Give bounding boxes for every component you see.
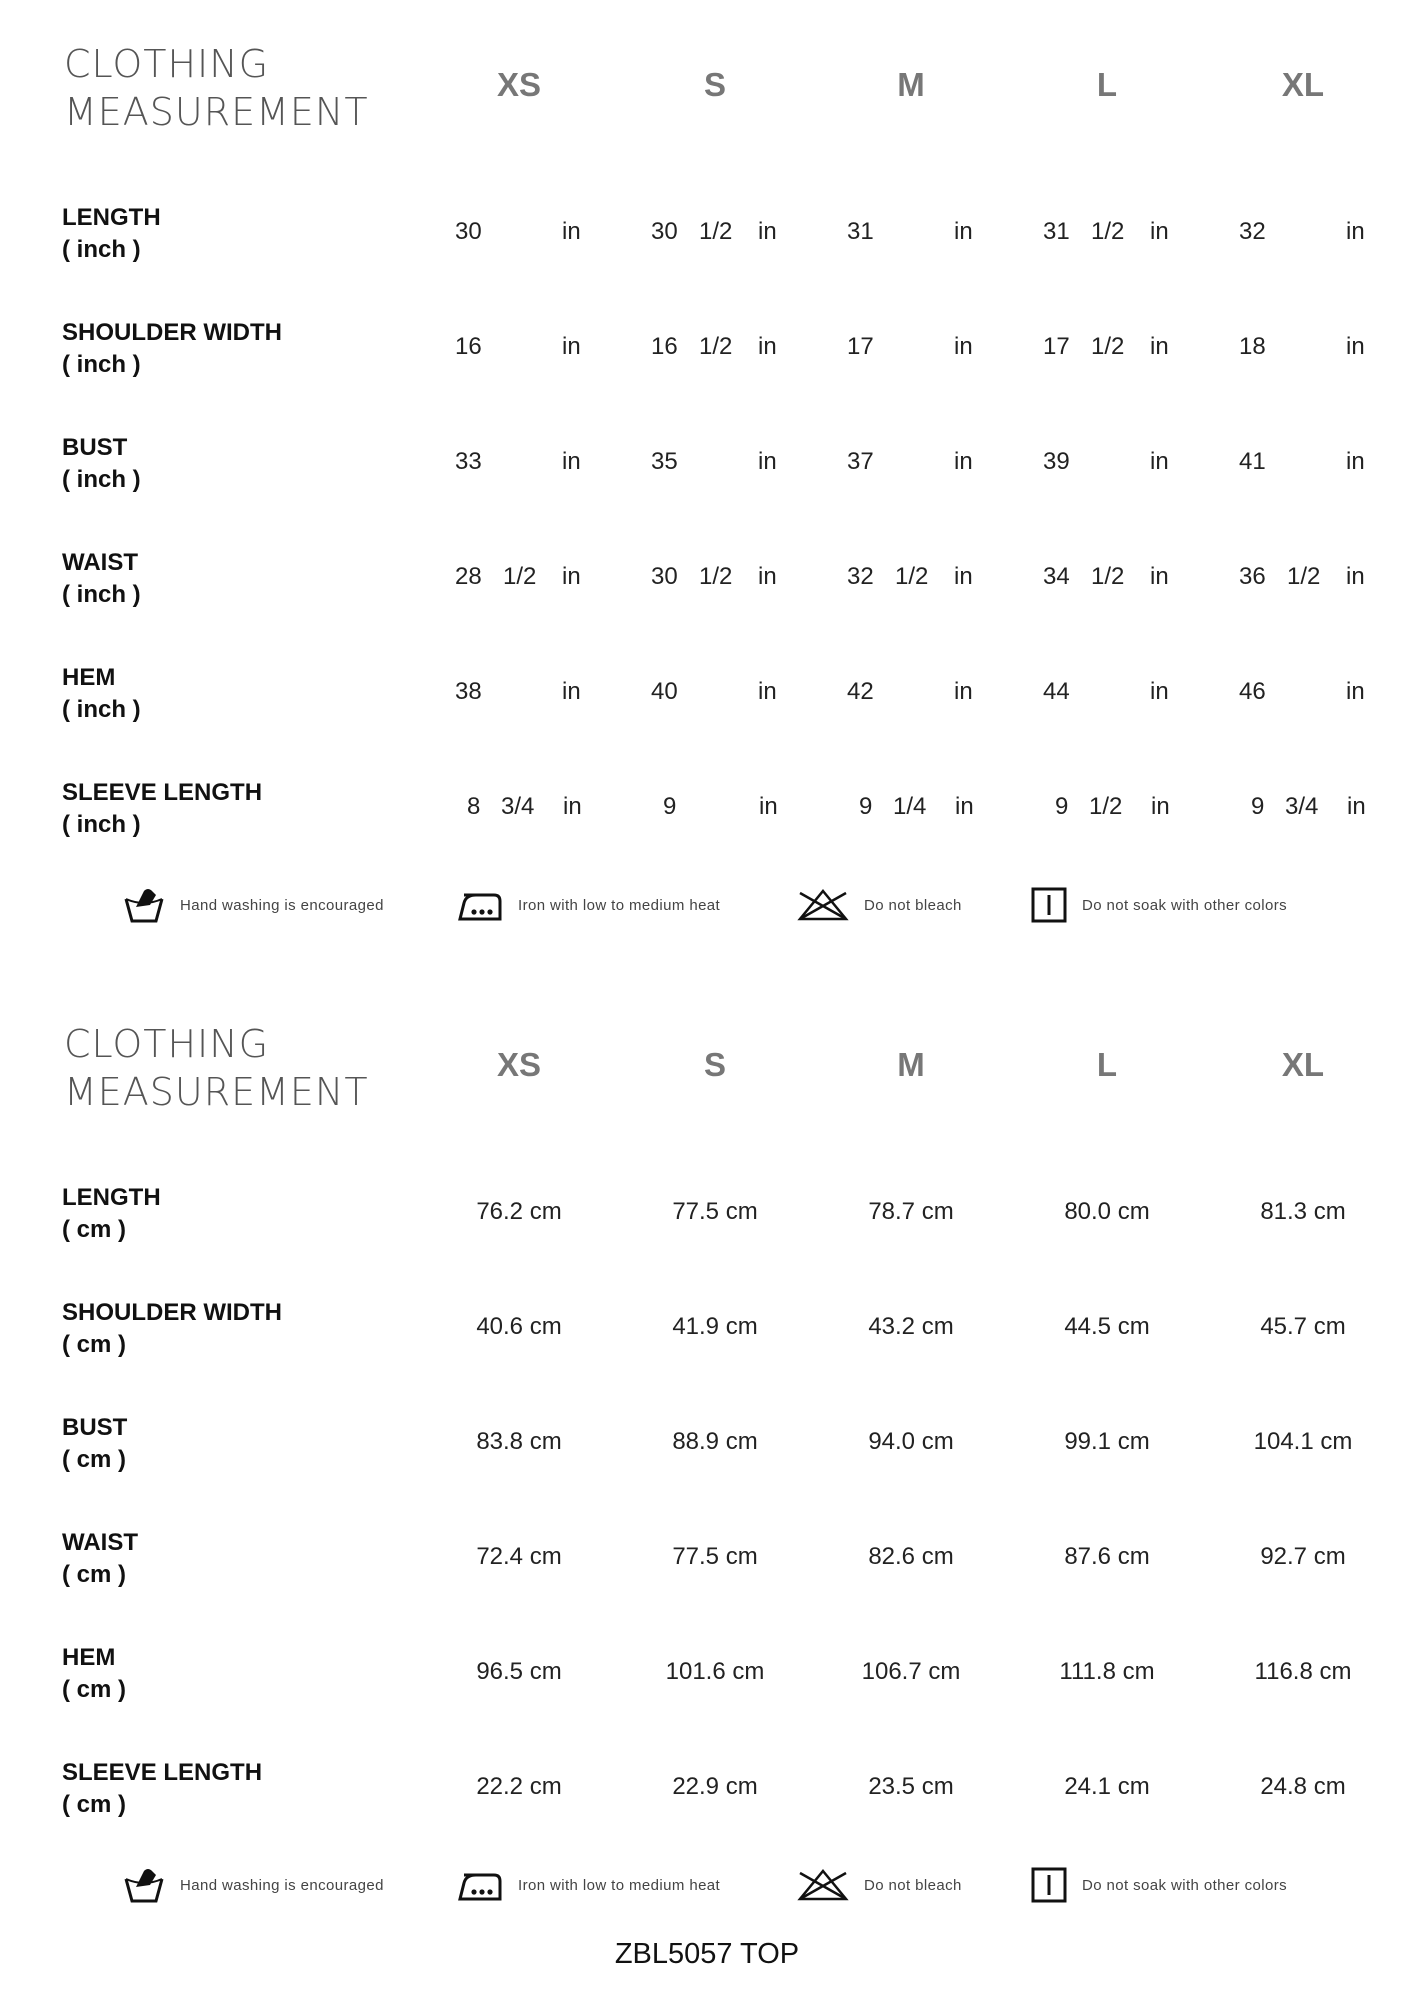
cell-whole: 41 <box>1239 448 1266 475</box>
cell-whole: 30 <box>651 218 678 245</box>
cell-fraction: 1/2 <box>699 218 733 245</box>
cell-unit: in <box>562 448 581 475</box>
cell-value: 87.6 cm <box>1064 1543 1150 1570</box>
section-title: CLOTHING MEASUREMENT <box>64 1022 369 1114</box>
iron-icon <box>456 887 504 923</box>
row-label-sleeve-length: SLEEVE LENGTH ( inch ) <box>62 779 263 838</box>
cell-whole: 40 <box>651 678 678 705</box>
cell-whole: 30 <box>455 218 482 245</box>
cell-unit: in <box>758 448 777 475</box>
cell-value: 83.8 cm <box>476 1428 562 1455</box>
care-text: Do not soak with other colors <box>1082 896 1288 914</box>
cell-value: 43.2 cm <box>868 1313 954 1340</box>
cell-value: 45.7 cm <box>1260 1313 1346 1340</box>
cell-unit: in <box>562 563 581 590</box>
care-item-do-not-soak-with-other-colors <box>1030 880 1287 930</box>
cell-whole: 16 <box>455 333 482 360</box>
cell-value: 94.0 cm <box>868 1428 954 1455</box>
cell-whole: 31 <box>847 218 874 245</box>
cell-unit: in <box>1151 793 1170 820</box>
cell-whole: 17 <box>1043 333 1070 360</box>
cell-fraction: 1/2 <box>503 563 537 590</box>
cell-unit: in <box>758 563 777 590</box>
row-label-sleeve-length: SLEEVE LENGTH ( cm ) <box>62 1759 263 1818</box>
care-text: Do not bleach <box>864 896 962 914</box>
cell-value: 96.5 cm <box>476 1658 562 1685</box>
cell-value: 92.7 cm <box>1260 1543 1346 1570</box>
row-label-length: LENGTH ( cm ) <box>62 1184 161 1243</box>
row-label-hem: HEM ( inch ) <box>62 664 141 723</box>
care-item-iron-with-low-to-medium-heat <box>456 880 720 930</box>
cell-unit: in <box>759 793 778 820</box>
cell-whole: 46 <box>1239 678 1266 705</box>
cell-whole: 9 <box>1055 793 1069 820</box>
cell-unit: in <box>1150 333 1169 360</box>
size-header-m: M <box>897 66 925 103</box>
hand-wash-icon <box>122 885 166 925</box>
care-text: Do not bleach <box>864 1876 962 1894</box>
cell-unit: in <box>562 333 581 360</box>
cell-whole: 33 <box>455 448 482 475</box>
cell-whole: 36 <box>1239 563 1266 590</box>
cell-unit: in <box>1346 448 1365 475</box>
size-header-m: M <box>897 1046 925 1083</box>
cell-unit: in <box>1150 563 1169 590</box>
cell-value: 24.8 cm <box>1260 1773 1346 1800</box>
cell-fraction: 1/2 <box>699 563 733 590</box>
cell-value: 24.1 cm <box>1064 1773 1150 1800</box>
cell-value: 99.1 cm <box>1064 1428 1150 1455</box>
iron-icon <box>456 1867 504 1903</box>
size-header-s: S <box>703 66 726 103</box>
care-text: Iron with low to medium heat <box>518 1876 721 1894</box>
cell-value: 116.8 cm <box>1254 1658 1352 1685</box>
row-label-shoulder-width: SHOULDER WIDTH ( cm ) <box>62 1299 282 1358</box>
cell-whole: 9 <box>1251 793 1265 820</box>
cell-whole: 44 <box>1043 678 1070 705</box>
product-code: ZBL5057 TOP <box>614 1938 800 1970</box>
cell-fraction: 3/4 <box>1285 793 1319 820</box>
size-header-l: L <box>1096 66 1118 103</box>
cell-fraction: 1/2 <box>1091 563 1125 590</box>
cell-whole: 28 <box>455 563 482 590</box>
cell-fraction: 1/4 <box>893 793 927 820</box>
cell-whole: 39 <box>1043 448 1070 475</box>
care-text: Iron with low to medium heat <box>518 896 721 914</box>
cell-unit: in <box>955 793 974 820</box>
cell-unit: in <box>1150 448 1169 475</box>
row-label-length: LENGTH ( inch ) <box>62 204 161 263</box>
cell-value: 88.9 cm <box>672 1428 758 1455</box>
cell-unit: in <box>563 793 582 820</box>
cell-unit: in <box>954 218 973 245</box>
care-item-hand-washing-is-encouraged <box>122 1860 384 1910</box>
size-header-xs: XS <box>496 66 542 103</box>
cell-value: 80.0 cm <box>1064 1198 1150 1225</box>
size-header-s: S <box>703 1046 726 1083</box>
care-item-do-not-bleach <box>796 1860 962 1910</box>
cell-unit: in <box>1150 678 1169 705</box>
row-label-bust: BUST ( cm ) <box>62 1414 128 1473</box>
cell-whole: 18 <box>1239 333 1266 360</box>
care-text: Do not soak with other colors <box>1082 1876 1288 1894</box>
cell-fraction: 3/4 <box>501 793 535 820</box>
cell-unit: in <box>562 678 581 705</box>
cell-value: 106.7 cm <box>861 1658 961 1685</box>
no-soak-icon <box>1030 1866 1068 1904</box>
section-title: CLOTHING MEASUREMENT <box>64 42 369 134</box>
row-label-bust: BUST ( inch ) <box>62 434 141 493</box>
no-bleach-icon <box>796 1867 850 1903</box>
care-item-iron-with-low-to-medium-heat <box>456 1860 720 1910</box>
cell-unit: in <box>954 448 973 475</box>
cell-whole: 8 <box>467 793 481 820</box>
cell-fraction: 1/2 <box>1089 793 1123 820</box>
row-label-waist: WAIST ( cm ) <box>62 1529 138 1588</box>
cell-value: 76.2 cm <box>476 1198 562 1225</box>
cell-value: 111.8 cm <box>1059 1658 1155 1685</box>
cell-value: 77.5 cm <box>672 1543 758 1570</box>
cell-value: 41.9 cm <box>672 1313 758 1340</box>
cell-whole: 9 <box>663 793 677 820</box>
size-header-l: L <box>1096 1046 1118 1083</box>
cell-unit: in <box>1346 333 1365 360</box>
cell-whole: 34 <box>1043 563 1070 590</box>
cell-whole: 9 <box>859 793 873 820</box>
care-item-hand-washing-is-encouraged <box>122 880 384 930</box>
cell-unit: in <box>954 678 973 705</box>
cell-whole: 32 <box>847 563 874 590</box>
cell-whole: 30 <box>651 563 678 590</box>
cell-value: 23.5 cm <box>868 1773 954 1800</box>
cell-unit: in <box>1347 793 1366 820</box>
cell-fraction: 1/2 <box>1091 333 1125 360</box>
cell-value: 77.5 cm <box>672 1198 758 1225</box>
cell-whole: 37 <box>847 448 874 475</box>
cell-unit: in <box>562 218 581 245</box>
cell-fraction: 1/2 <box>895 563 929 590</box>
cell-unit: in <box>1346 678 1365 705</box>
cell-fraction: 1/2 <box>699 333 733 360</box>
hand-wash-icon <box>122 1865 166 1905</box>
cell-unit: in <box>954 563 973 590</box>
cell-whole: 42 <box>847 678 874 705</box>
cell-unit: in <box>1150 218 1169 245</box>
cell-value: 101.6 cm <box>665 1658 765 1685</box>
cell-value: 72.4 cm <box>476 1543 562 1570</box>
care-item-do-not-bleach <box>796 880 962 930</box>
size-header-xs: XS <box>496 1046 542 1083</box>
care-text: Hand washing is encouraged <box>180 896 384 914</box>
cell-unit: in <box>954 333 973 360</box>
cell-whole: 35 <box>651 448 678 475</box>
cell-unit: in <box>758 218 777 245</box>
row-label-shoulder-width: SHOULDER WIDTH ( inch ) <box>62 319 282 378</box>
cell-fraction: 1/2 <box>1287 563 1321 590</box>
cell-value: 40.6 cm <box>476 1313 562 1340</box>
cell-unit: in <box>758 678 777 705</box>
row-label-waist: WAIST ( inch ) <box>62 549 141 608</box>
cell-whole: 31 <box>1043 218 1070 245</box>
cell-whole: 38 <box>455 678 482 705</box>
row-label-hem: HEM ( cm ) <box>62 1644 127 1703</box>
cell-value: 78.7 cm <box>868 1198 954 1225</box>
cell-whole: 32 <box>1239 218 1266 245</box>
cell-whole: 17 <box>847 333 874 360</box>
size-header-xl: XL <box>1281 1046 1325 1083</box>
cell-value: 81.3 cm <box>1260 1198 1346 1225</box>
cell-value: 22.9 cm <box>672 1773 758 1800</box>
cell-unit: in <box>758 333 777 360</box>
cell-unit: in <box>1346 218 1365 245</box>
care-item-do-not-soak-with-other-colors <box>1030 1860 1287 1910</box>
no-soak-icon <box>1030 886 1068 924</box>
cell-fraction: 1/2 <box>1091 218 1125 245</box>
cell-unit: in <box>1346 563 1365 590</box>
cell-value: 104.1 cm <box>1253 1428 1353 1455</box>
cell-value: 82.6 cm <box>868 1543 954 1570</box>
care-text: Hand washing is encouraged <box>180 1876 384 1894</box>
cell-whole: 16 <box>651 333 678 360</box>
cell-value: 22.2 cm <box>476 1773 562 1800</box>
no-bleach-icon <box>796 887 850 923</box>
size-header-xl: XL <box>1281 66 1325 103</box>
cell-value: 44.5 cm <box>1064 1313 1150 1340</box>
